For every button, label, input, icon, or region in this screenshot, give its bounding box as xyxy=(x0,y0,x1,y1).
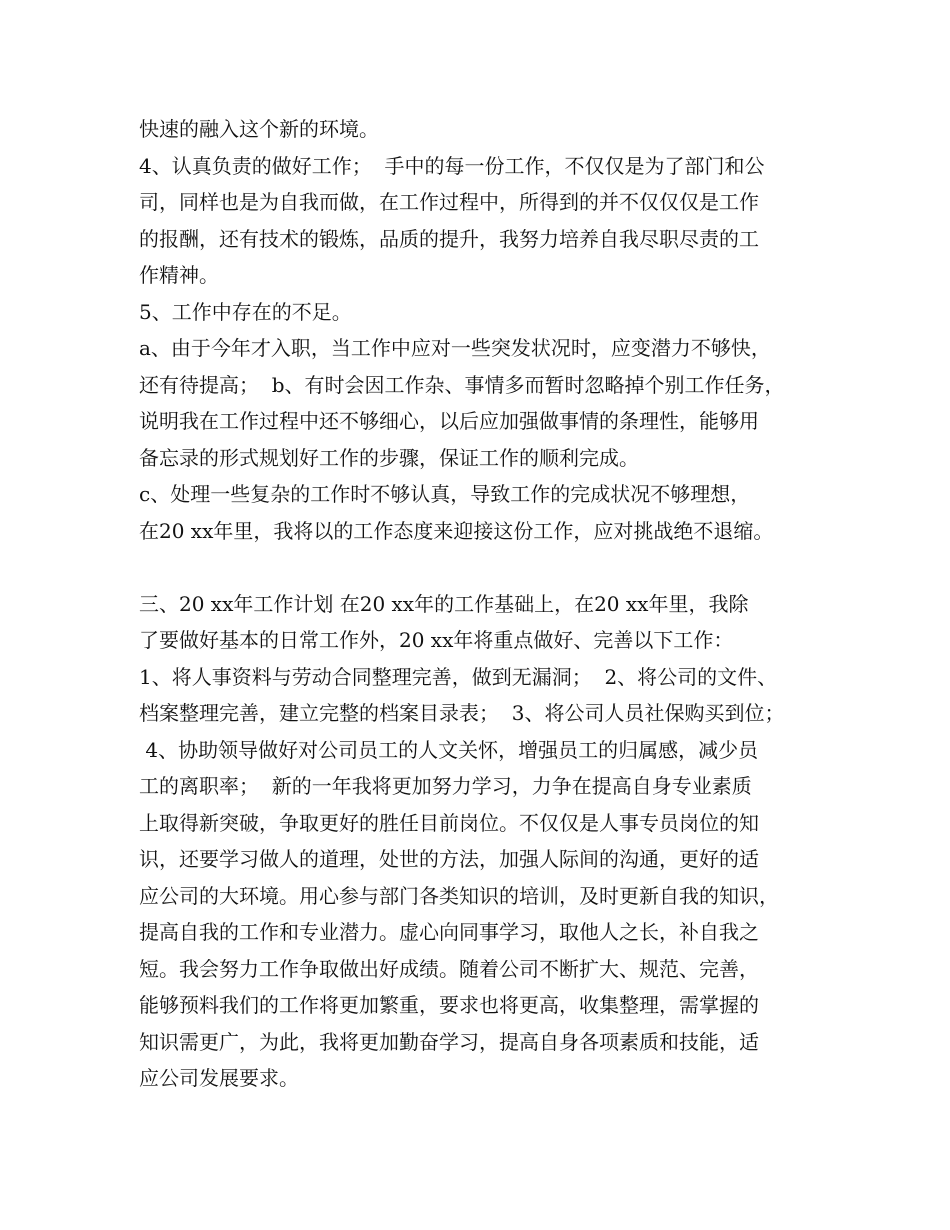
text-line: 说明我在工作过程中还不够细心，以后应加强做事情的条理性，能够用 xyxy=(139,409,759,433)
text-line: 工的离职率； 新的一年我将更加努力学习，力争在提高自身专业素质 xyxy=(139,774,752,798)
text-line: 1、将人事资料与劳动合同整理完善，做到无漏洞； 2、将公司的文件、 xyxy=(139,665,778,689)
text-line: 4、协助领导做好对公司员工的人文关怀，增强员工的归属感，减少员 xyxy=(139,738,759,762)
text-line: 快速的融入这个新的环境。 xyxy=(139,117,379,141)
text-line: 作精神。 xyxy=(139,263,219,287)
text-line: 识，还要学习做人的道理，处世的方法，加强人际间的沟通，更好的适 xyxy=(139,847,759,871)
text-line: 了要做好基本的日常工作外，20 xx年将重点做好、完善以下工作： xyxy=(139,628,734,652)
text-line: 上取得新突破，争取更好的胜任目前岗位。不仅仅是人事专员岗位的知 xyxy=(139,811,759,835)
text-line: 4、认真负责的做好工作； 手中的每一份工作，不仅仅是为了部门和公 xyxy=(139,154,765,178)
text-line: 司，同样也是为自我而做，在工作过程中，所得到的并不仅仅仅是工作 xyxy=(139,190,759,214)
text-line: a、由于今年才入职，当工作中应对一些突发状况时，应变潜力不够快， xyxy=(139,336,771,360)
text-line: 备忘录的形式规划好工作的步骤，保证工作的顺利完成。 xyxy=(139,446,639,470)
text-line: 应公司的大环境。用心参与部门各类知识的培训，及时更新自我的知识， xyxy=(139,884,779,908)
text-line: 还有待提高； b、有时会因工作杂、事情多而暂时忽略掉个别工作任务， xyxy=(139,373,785,397)
text-line: 能够预料我们的工作将更加繁重，要求也将更高，收集整理，需掌握的 xyxy=(139,993,759,1017)
text-line: 提高自我的工作和专业潜力。虚心向同事学习，取他人之长，补自我之 xyxy=(139,920,759,944)
text-line: c、处理一些复杂的工作时不够认真，导致工作的完成状况不够理想， xyxy=(139,482,751,506)
text-line: 在20 xx年里，我将以的工作态度来迎接这份工作，应对挑战绝不退缩。 xyxy=(139,519,774,543)
text-line: 短。我会努力工作争取做出好成绩。随着公司不断扩大、规范、完善， xyxy=(139,957,759,981)
text-line: 三、20 xx年工作计划 在20 xx年的工作基础上，在20 xx年里，我除 xyxy=(139,592,749,616)
text-line: 5、工作中存在的不足。 xyxy=(139,300,352,324)
text-line: 应公司发展要求。 xyxy=(139,1066,299,1090)
text-line: 的报酬，还有技术的锻炼，品质的提升，我努力培养自我尽职尽责的工 xyxy=(139,227,759,251)
text-line: 知识需更广，为此，我将更加勤奋学习，提高自身各项素质和技能，适 xyxy=(139,1030,759,1054)
text-line: 档案整理完善，建立完整的档案目录表； 3、将公司人员社保购买到位； xyxy=(139,701,785,725)
